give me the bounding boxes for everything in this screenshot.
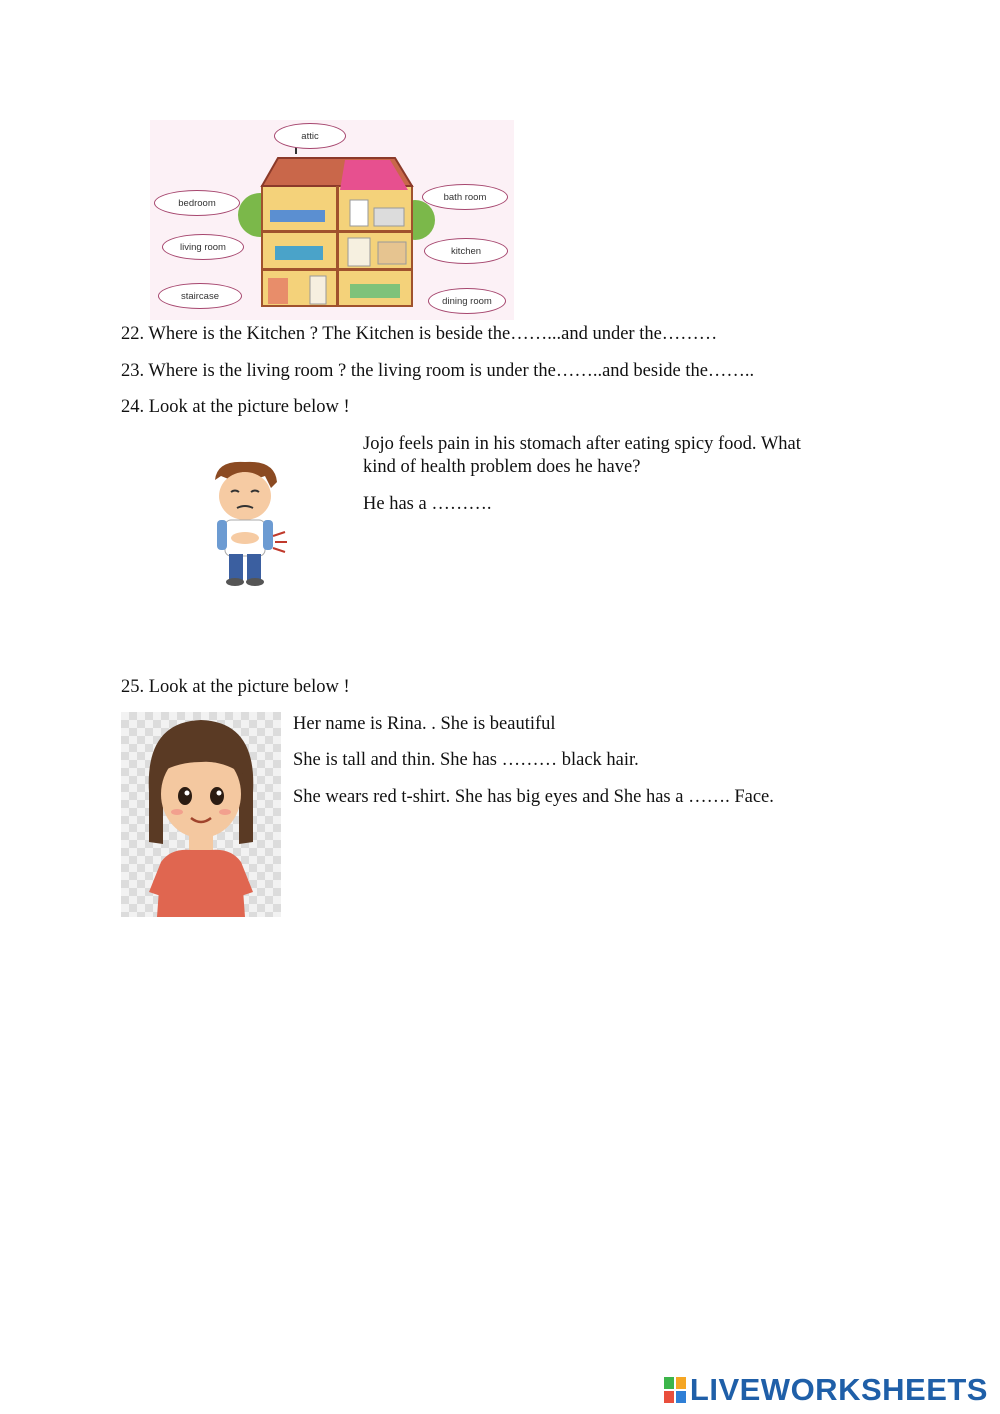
house-diagram — [150, 120, 514, 320]
logo-text: LIVEWORKSHEETS — [689, 1372, 988, 1407]
question-24-heading: 24. Look at the picture below ! — [121, 397, 350, 417]
label-living-room: living room — [162, 234, 244, 260]
question-25-line2: She is tall and thin. She has ……… black hair. — [293, 750, 639, 770]
question-24-text-line2: kind of health problem does he have? — [363, 457, 641, 477]
question-25-line3: She wears red t-shirt. She has big eyes and She has a ……. Face. — [293, 787, 774, 807]
question-23: 23. Where is the living room ? the living room is under the……..and beside the…….. — [121, 361, 755, 381]
question-25-heading: 25. Look at the picture below ! — [121, 677, 350, 697]
question-22: 22. Where is the Kitchen ? The Kitchen is beside the……...and under the……… — [121, 324, 718, 344]
girl-illustration — [121, 712, 281, 917]
logo-mark-icon — [664, 1377, 686, 1403]
question-24-answer: He has a ………. — [363, 494, 492, 514]
boy-stomachache-illustration — [195, 458, 295, 588]
label-kitchen: kitchen — [424, 238, 508, 264]
label-bedroom: bedroom — [154, 190, 240, 216]
liveworksheets-logo[interactable] — [664, 1372, 988, 1408]
label-dining-room: dining room — [428, 288, 506, 314]
label-staircase: staircase — [158, 283, 242, 309]
label-attic: attic — [274, 123, 346, 149]
question-25-line1: Her name is Rina. . She is beautiful — [293, 714, 556, 734]
label-bath-room: bath room — [422, 184, 508, 210]
question-24-text-line1: Jojo feels pain in his stomach after eating spicy food. What — [363, 434, 801, 454]
